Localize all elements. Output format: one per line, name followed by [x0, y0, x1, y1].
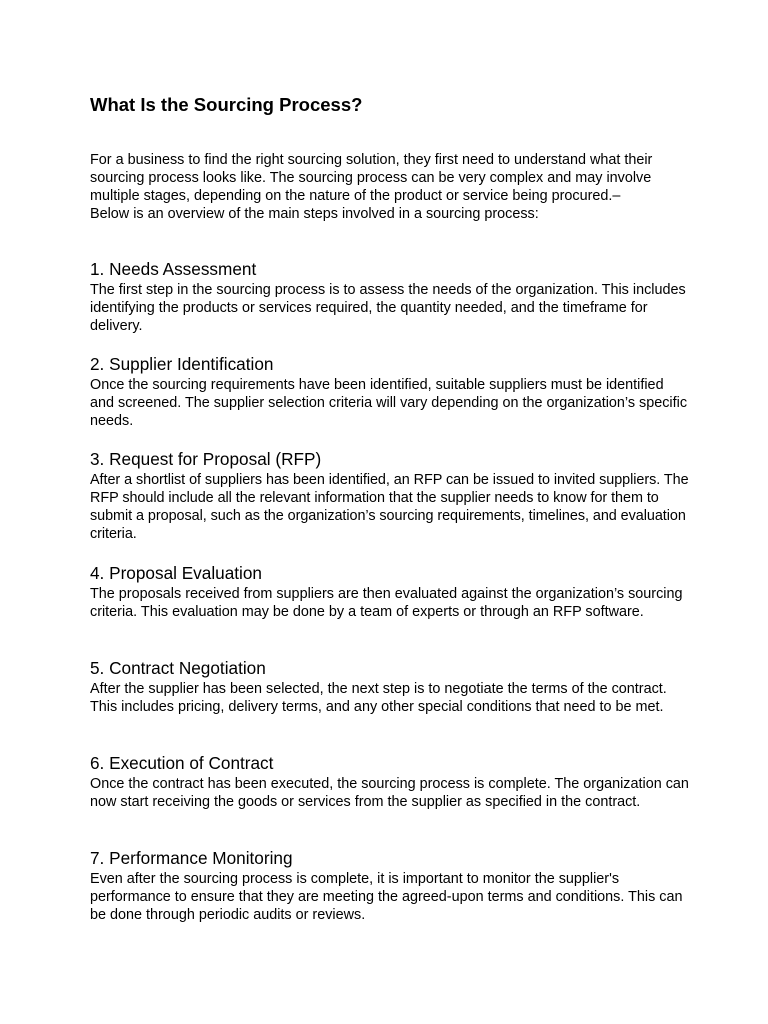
section-execution-of-contract — [90, 752, 690, 812]
section-needs-assessment — [90, 258, 690, 336]
section-body: Even after the sourcing process is complete, it is important to monitor the supplier's performance to ensure that they are meeting the agreed-upon terms and conditions. This can be done through periodic audits or reviews. — [90, 871, 683, 923]
section-heading: 5. Contract Negotiation — [90, 658, 266, 678]
section-proposal-evaluation — [90, 562, 690, 622]
section-performance-monitoring — [90, 847, 690, 925]
section-heading: 1. Needs Assessment — [90, 259, 257, 279]
section-body: Once the contract has been executed, the sourcing process is complete. The organization can now start receiving the goods or services from the supplier as specified in the contract. — [90, 776, 689, 810]
section-heading: 6. Execution of Contract — [90, 753, 274, 773]
section-body: The proposals received from suppliers are then evaluated against the organization’s sourcing criteria. This evaluation may be done by a team of experts or through an RFP software. — [90, 586, 683, 620]
intro-paragraph: For a business to find the right sourcing solution, they first need to understand what their sourcing process looks like. The sourcing process can be very complex and may involve multiple stages, depending on the nature of the product or service being procured.– — [90, 152, 653, 204]
section-request-for-proposal — [90, 448, 690, 544]
section-body: The first step in the sourcing process is to assess the needs of the organization. This includes identifying the products or services required, the quantity needed, and the timeframe for delivery. — [90, 282, 686, 334]
page-title: What Is the Sourcing Process? — [90, 94, 363, 115]
section-heading: 7. Performance Monitoring — [90, 848, 293, 868]
section-heading: 3. Request for Proposal (RFP) — [90, 449, 322, 469]
intro-block — [90, 152, 690, 224]
section-body: After a shortlist of suppliers has been identified, an RFP can be issued to invited suppliers. The RFP should include all the relevant information that the supplier needs to know for them to submit a proposal, such as the organization’s sourcing requirements, timelines, and evaluation criteria. — [90, 472, 689, 542]
section-supplier-identification — [90, 353, 690, 431]
section-contract-negotiation — [90, 657, 690, 717]
section-heading: 2. Supplier Identification — [90, 354, 274, 374]
section-body: Once the sourcing requirements have been identified, suitable suppliers must be identified and screened. The supplier selection criteria will vary depending on the organization’s specific needs. — [90, 377, 688, 429]
section-heading: 4. Proposal Evaluation — [90, 563, 262, 583]
section-body: After the supplier has been selected, the next step is to negotiate the terms of the contract. This includes pricing, delivery terms, and any other special conditions that need to be met. — [90, 681, 667, 715]
intro-overview-line: Below is an overview of the main steps involved in a sourcing process: — [90, 205, 539, 222]
